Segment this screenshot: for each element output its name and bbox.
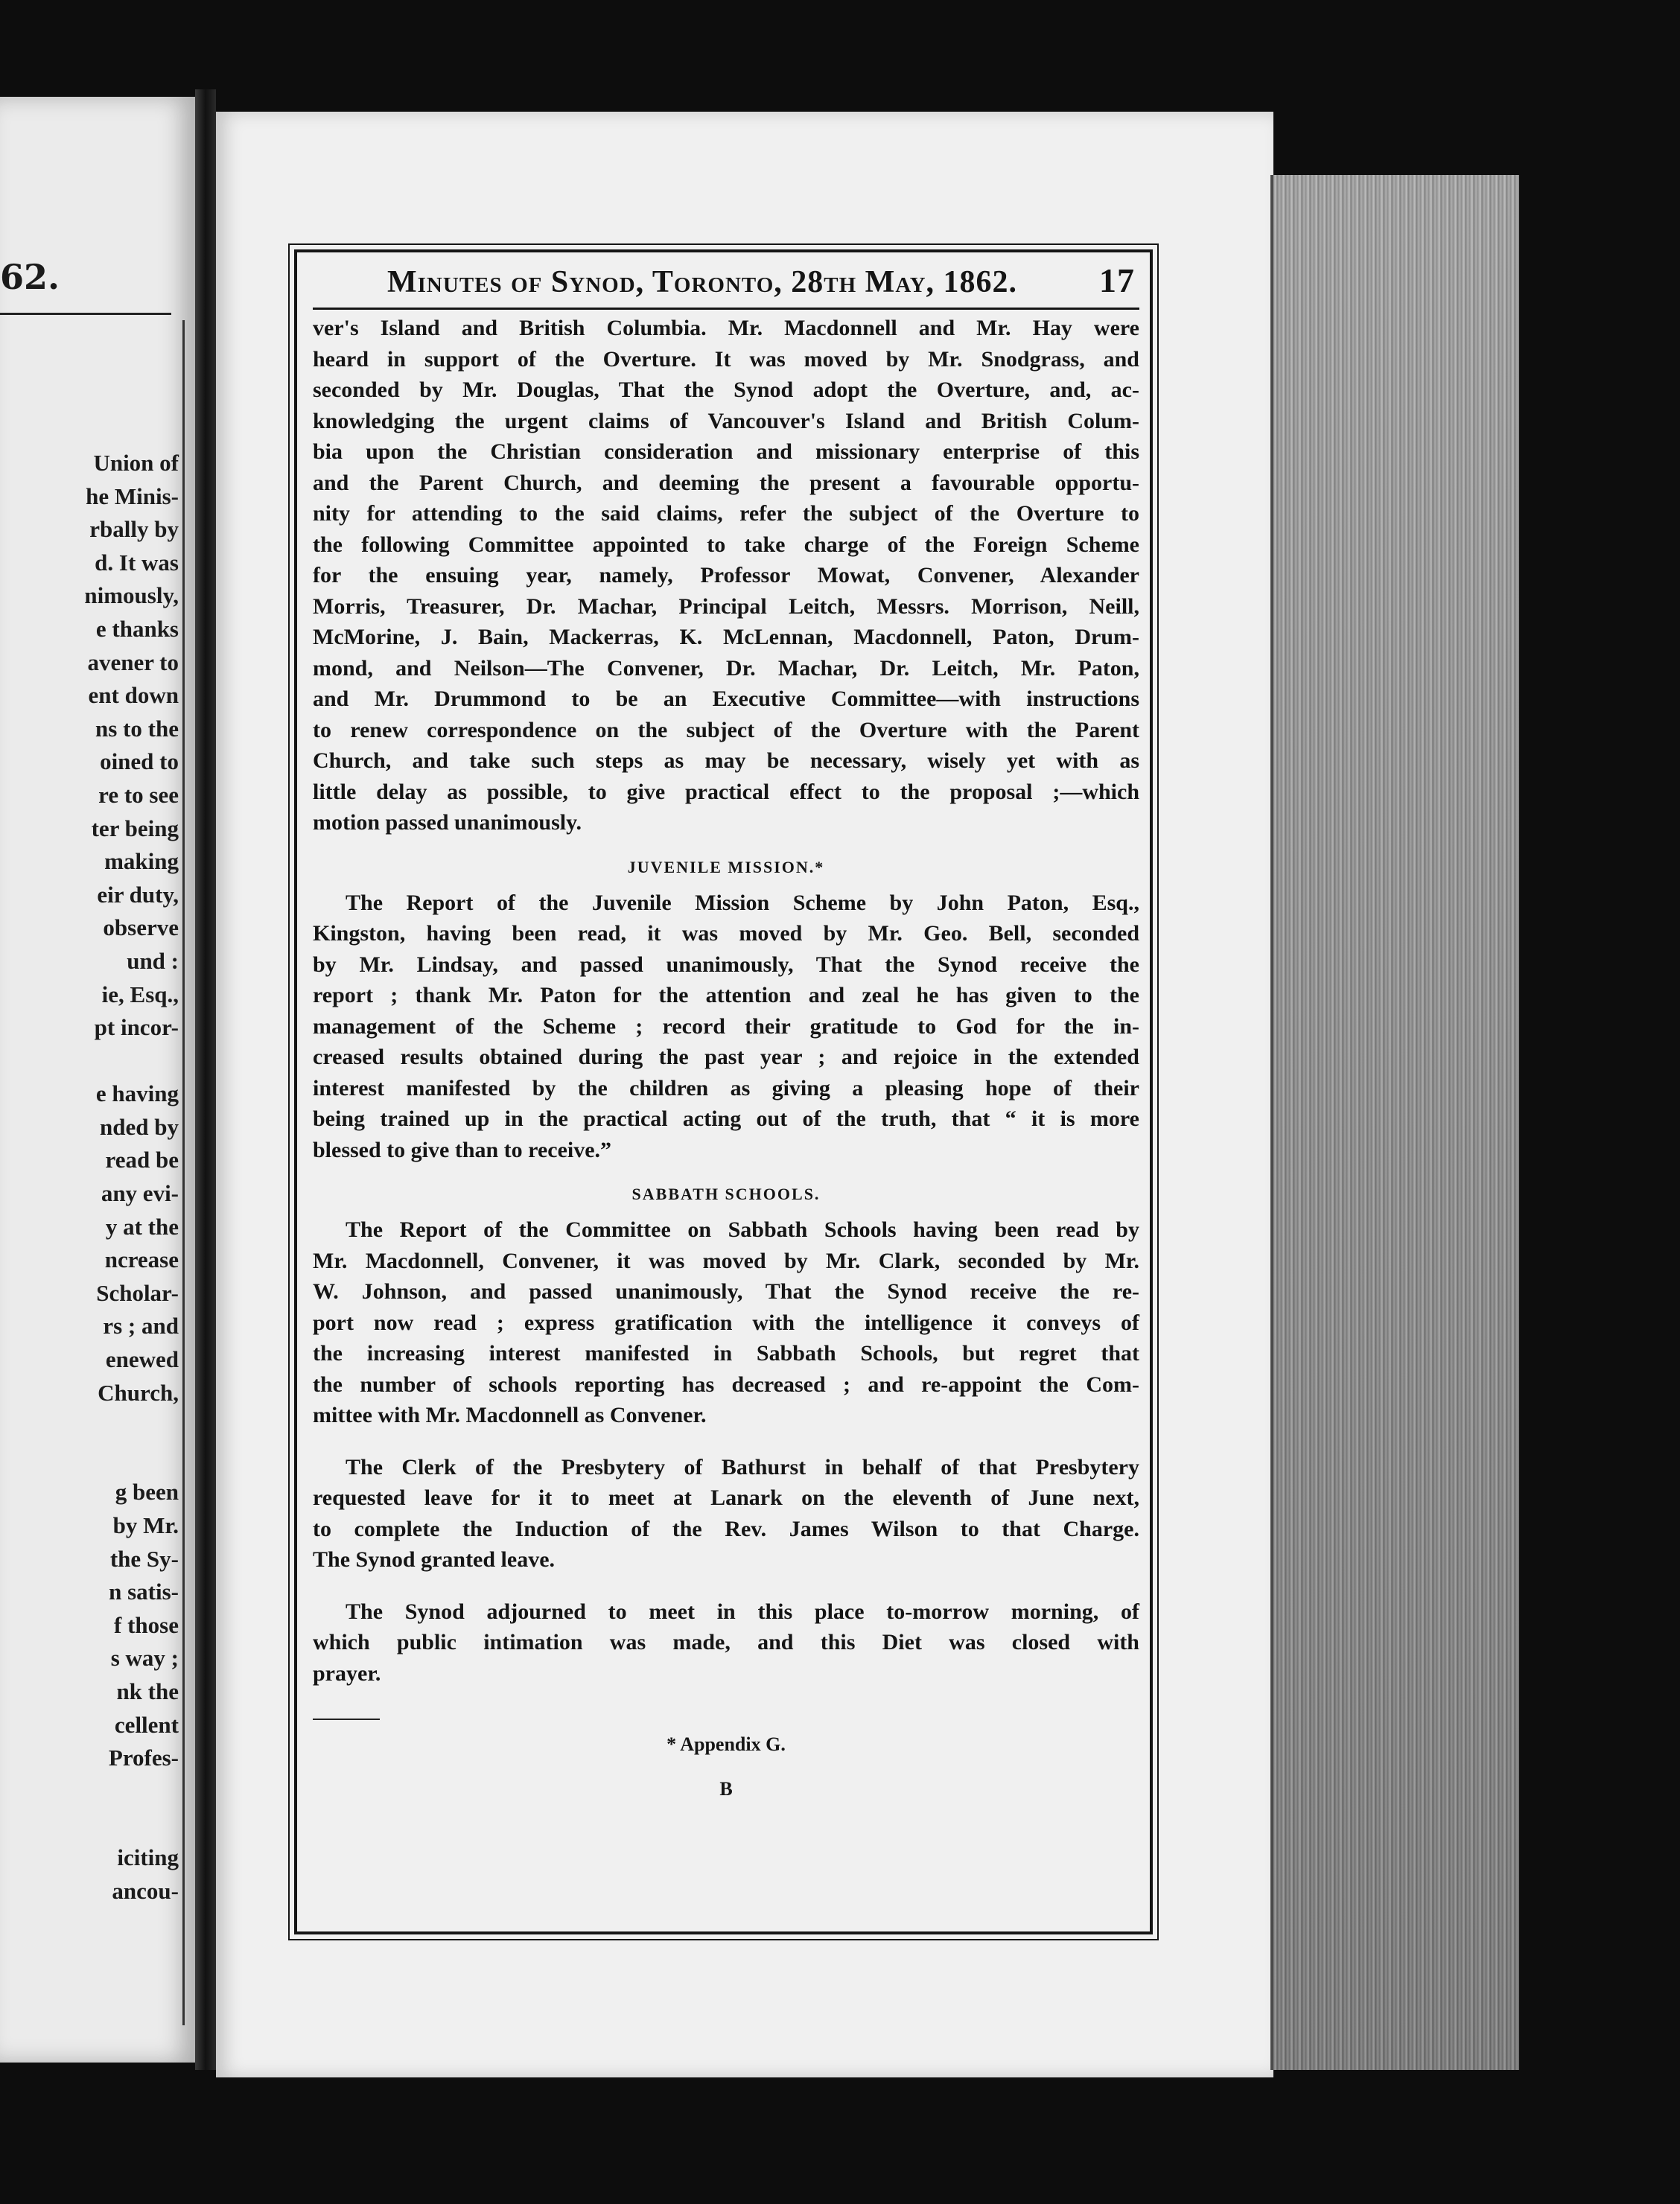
paragraph-overture [313, 313, 1139, 838]
text-line: The Report of the Juvenile Mission Scheme by John Paton, Esq., [346, 890, 1139, 915]
left-page-line [84, 1775, 179, 1809]
footnote: * Appendix G. [666, 1733, 786, 1755]
left-page-line: avener to [87, 649, 179, 675]
text-line: and the Parent Church, and deeming the present a favourable opportu- [313, 470, 1139, 495]
left-page-line: f those [114, 1611, 179, 1638]
left-page-line: und : [127, 947, 179, 974]
left-page-line: iciting [117, 1844, 179, 1870]
paragraph-juvenile-mission [313, 888, 1139, 1166]
signature-mark: B [719, 1778, 733, 1800]
paragraph-adjournment [313, 1596, 1139, 1689]
left-page-line: making [104, 848, 179, 875]
text-line: The Report of the Committee on Sabbath Schools having been read by [346, 1217, 1139, 1242]
left-page-line: ie, Esq., [101, 981, 179, 1007]
text-line: bia upon the Christian consideration and missionary enterprise of this [313, 439, 1139, 464]
book-spine-gutter [195, 89, 216, 2070]
left-page-line: the Sy- [109, 1545, 179, 1572]
left-page-line: n satis- [109, 1579, 179, 1605]
left-page-line: Church, [98, 1379, 179, 1406]
left-page-line: ent down [88, 682, 179, 709]
left-page-line: g been [115, 1479, 179, 1506]
left-page-text-fragments [84, 447, 179, 1908]
paragraph-bathurst-presbytery [313, 1452, 1139, 1576]
left-page-line: he Minis- [86, 482, 179, 509]
left-page-line: observe [103, 914, 179, 941]
text-line: seconded by Mr. Douglas, That the Synod adopt the Overture, and, ac- [313, 378, 1139, 402]
text-line: being trained up in the practical acting out of the truth, that “ it is more [313, 1106, 1139, 1131]
left-page-header-rule [0, 313, 171, 315]
text-line: knowledging the urgent claims of Vancouver's Island and British Colum- [313, 408, 1139, 433]
left-page-number-fragment: 62. [0, 257, 60, 297]
text-line: nity for attending to the said claims, refer the subject of the Overture to [313, 501, 1139, 526]
left-page-line: s way ; [110, 1645, 179, 1672]
text-line: prayer. [313, 1660, 381, 1686]
text-line: the increasing interest manifested in Sabbath Schools, but regret that [313, 1341, 1139, 1366]
page-content [313, 261, 1139, 1800]
left-page [0, 97, 195, 2063]
text-line: motion passed unanimously. [313, 810, 582, 835]
text-line: little delay as possible, to give practical effect to the proposal ;—which [313, 779, 1139, 804]
left-page-frame-border [182, 320, 185, 2025]
left-page-line: Profes- [108, 1745, 179, 1771]
footnote-rule [313, 1719, 380, 1720]
page-block-edge [1270, 175, 1519, 2070]
left-page-line [84, 1410, 179, 1443]
text-line: The Synod granted leave. [313, 1547, 556, 1572]
text-line: to complete the Induction of the Rev. James Wilson to that Charge. [313, 1516, 1139, 1541]
left-page-line: d. It was [95, 549, 179, 576]
page-number: 17 [1099, 261, 1135, 299]
text-line: creased results obtained during the past year ; and rejoice in the extended [313, 1045, 1139, 1069]
text-line: blessed to give than to receive.” [313, 1137, 612, 1162]
left-page-line: Union of [93, 450, 179, 476]
left-page-line: y at the [105, 1213, 179, 1240]
section-title-juvenile-mission: JUVENILE MISSION.* [627, 857, 825, 876]
left-page-line: by Mr. [112, 1512, 179, 1538]
left-page-line: enewed [105, 1346, 179, 1373]
paragraph-sabbath-schools [313, 1214, 1139, 1431]
section-title-sabbath-schools: SABBATH SCHOOLS. [631, 1185, 821, 1203]
text-line: W. Johnson, and passed unanimously, That the Synod receive the re- [313, 1279, 1139, 1304]
left-page-line: ncrease [104, 1246, 179, 1273]
left-page-line [84, 1443, 179, 1477]
left-page-line: any evi- [101, 1180, 179, 1207]
text-line: McMorine, J. Bain, Mackerras, K. McLennan, Macdonnell, Paton, Drum- [313, 625, 1139, 649]
text-line: port now read ; express gratification with the intelligence it conveys of [313, 1310, 1139, 1335]
left-page-line: rbally by [89, 516, 179, 543]
text-line: interest manifested by the children as giving a pleasing hope of their [313, 1075, 1139, 1101]
left-page-line: ter being [91, 815, 179, 841]
text-line: and Mr. Drummond to be an Executive Committee—with instructions [313, 687, 1139, 711]
text-line: for the ensuing year, namely, Professor Mowat, Convener, Alexander [313, 563, 1139, 587]
text-line: report ; thank Mr. Paton for the attention and zeal he has given to the [313, 983, 1139, 1007]
text-line: the following Committee appointed to take charge of the Foreign Scheme [313, 532, 1139, 557]
text-line: management of the Scheme ; record their gratitude to God for the in- [313, 1013, 1139, 1039]
text-line: heard in support of the Overture. It was moved by Mr. Snodgrass, and [313, 346, 1139, 372]
left-page-line: read be [105, 1147, 179, 1173]
text-line: The Clerk of the Presbytery of Bathurst in behalf of that Presbytery [346, 1454, 1139, 1480]
left-page-line: e having [95, 1080, 179, 1107]
left-page-line: rs ; and [103, 1313, 179, 1340]
text-line: by Mr. Lindsay, and passed unanimously, That the Synod receive the [313, 952, 1139, 977]
left-page-line: nded by [100, 1113, 179, 1140]
left-page-line: nk the [116, 1678, 179, 1704]
text-line: The Synod adjourned to meet in this place to-morrow morning, of [346, 1599, 1139, 1624]
text-line: mittee with Mr. Macdonnell as Convener. [313, 1403, 707, 1427]
text-line: requested leave for it to meet at Lanark on the eleventh of June next, [313, 1485, 1139, 1510]
left-page-line: eir duty, [97, 881, 179, 908]
left-page-line: ancou- [112, 1877, 179, 1904]
left-page-line: Scholar- [96, 1279, 179, 1306]
running-header [313, 261, 1139, 300]
text-line: Church, and take such steps as may be necessary, wisely yet with as [313, 748, 1139, 773]
left-page-line: nimously, [84, 582, 179, 609]
left-page-line: cellent [114, 1711, 179, 1738]
left-page-line: ns to the [95, 715, 179, 742]
text-line: the number of schools reporting has decreased ; and re-appoint the Com- [313, 1372, 1139, 1397]
left-page-line [84, 1808, 179, 1841]
text-line: Mr. Macdonnell, Convener, it was moved by Mr. Clark, seconded by Mr. [313, 1248, 1139, 1273]
text-line: Kingston, having been read, it was moved by Mr. Geo. Bell, seconded [313, 921, 1139, 946]
text-line: to renew correspondence on the subject of the Overture with the Parent [313, 717, 1139, 742]
left-page-line: re to see [98, 781, 179, 808]
text-line: which public intimation was made, and this Diet was closed with [313, 1630, 1139, 1654]
running-title: Minutes of Synod, Toronto, 28th May, 1862. [387, 265, 1018, 299]
header-rule [313, 308, 1139, 310]
text-line: Morris, Treasurer, Dr. Machar, Principal Leitch, Messrs. Morrison, Neill, [313, 593, 1139, 619]
text-line: mond, and Neilson—The Convener, Dr. Machar, Dr. Leitch, Mr. Paton, [313, 655, 1139, 681]
left-page-line: oined to [100, 748, 179, 775]
left-page-line [84, 1045, 179, 1078]
left-page-line: e thanks [95, 615, 179, 642]
left-page-line: pt incor- [94, 1014, 179, 1041]
text-line: ver's Island and British Columbia. Mr. Macdonnell and Mr. Hay were [313, 316, 1139, 340]
